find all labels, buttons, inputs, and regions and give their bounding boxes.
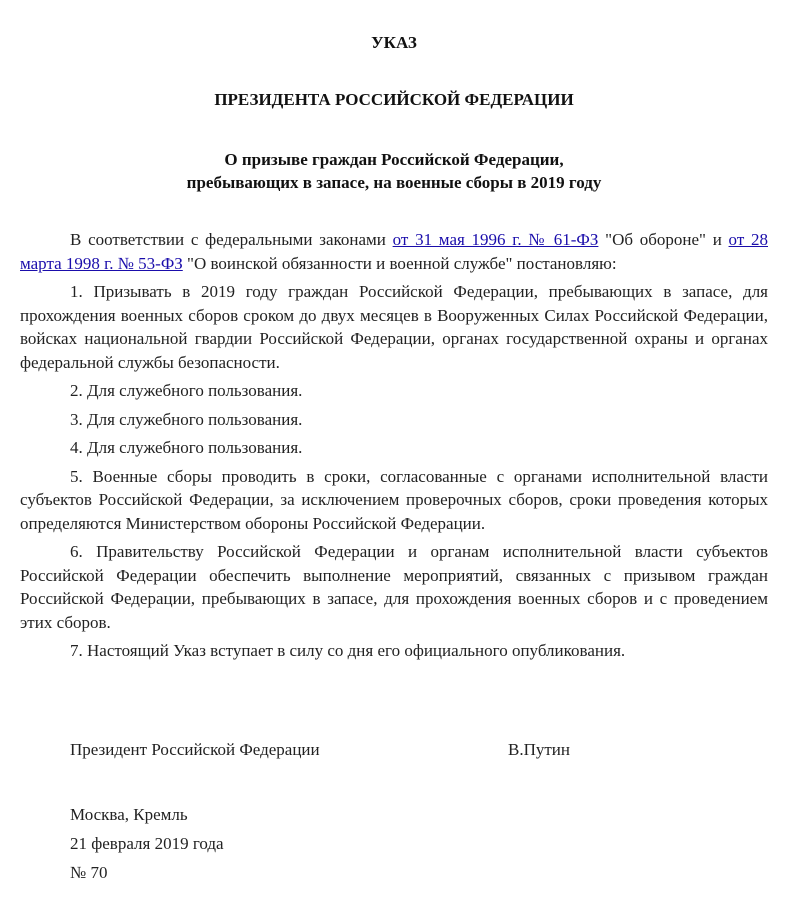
law-link-military-duty[interactable]: от 28 марта 1998 г. № 53-ФЗ	[20, 230, 768, 273]
signing-place: Москва, Кремль	[70, 805, 188, 824]
preamble-paragraph	[20, 228, 768, 275]
signing-date: 21 февраля 2019 года	[70, 834, 224, 853]
decree-item-1: 1. Призывать в 2019 году граждан Российской Федерации, пребывающих в запасе, для прохождения военных сборов сроком до двух месяцев в Вооруженных Силах Российской Федерации, войсках национальной гвардии Российской Федерации, органах государственной охраны и органах федеральной службы безопасности.	[20, 282, 768, 372]
preamble-text-middle: "Об обороне" и	[598, 230, 729, 249]
subject-line-2: пребывающих в запасе, на военные сборы в 2019 году	[186, 173, 602, 192]
preamble-text-after: "О воинской обязанности и военной службе" постановляю:	[182, 253, 617, 273]
decree-number: № 70	[70, 863, 108, 882]
decree-item-2: 2. Для служебного пользования.	[70, 381, 303, 400]
decree-item-6: 6. Правительству Российской Федерации и органам исполнительной власти субъектов Российской Федерации обеспечить выполнение мероприятий, связанных с призывом граждан Российской Федерации, пребывающих в запасе, для прохождения военных сборов и с проведением этих сборов.	[20, 542, 768, 632]
decree-subject	[20, 148, 768, 194]
decree-item-7: 7. Настоящий Указ вступает в силу со дня его официального опубликования.	[70, 641, 626, 660]
decree-authority: ПРЕЗИДЕНТА РОССИЙСКОЙ ФЕДЕРАЦИИ	[214, 90, 574, 109]
decree-item-4: 4. Для служебного пользования.	[70, 438, 303, 457]
signatory-position: Президент Российской Федерации	[70, 740, 320, 759]
preamble-text-before: В соответствии с федеральными законами	[70, 230, 393, 249]
signatory-name: В.Путин	[508, 740, 570, 759]
decree-item-5: 5. Военные сборы проводить в сроки, согласованные с органами исполнительной власти субъектов Российской Федерации, за исключением проверочных сборов, сроки проведения которых определяются Министерством обороны Российской Федерации.	[20, 466, 768, 533]
decree-title: УКАЗ	[371, 33, 417, 52]
decree-footer	[70, 800, 224, 887]
decree-item-3: 3. Для служебного пользования.	[70, 409, 303, 429]
subject-line-1: О призыве граждан Российской Федерации,	[224, 150, 564, 169]
decree-body	[20, 228, 768, 668]
law-link-defense[interactable]: от 31 мая 1996 г. № 61-ФЗ	[392, 230, 599, 249]
